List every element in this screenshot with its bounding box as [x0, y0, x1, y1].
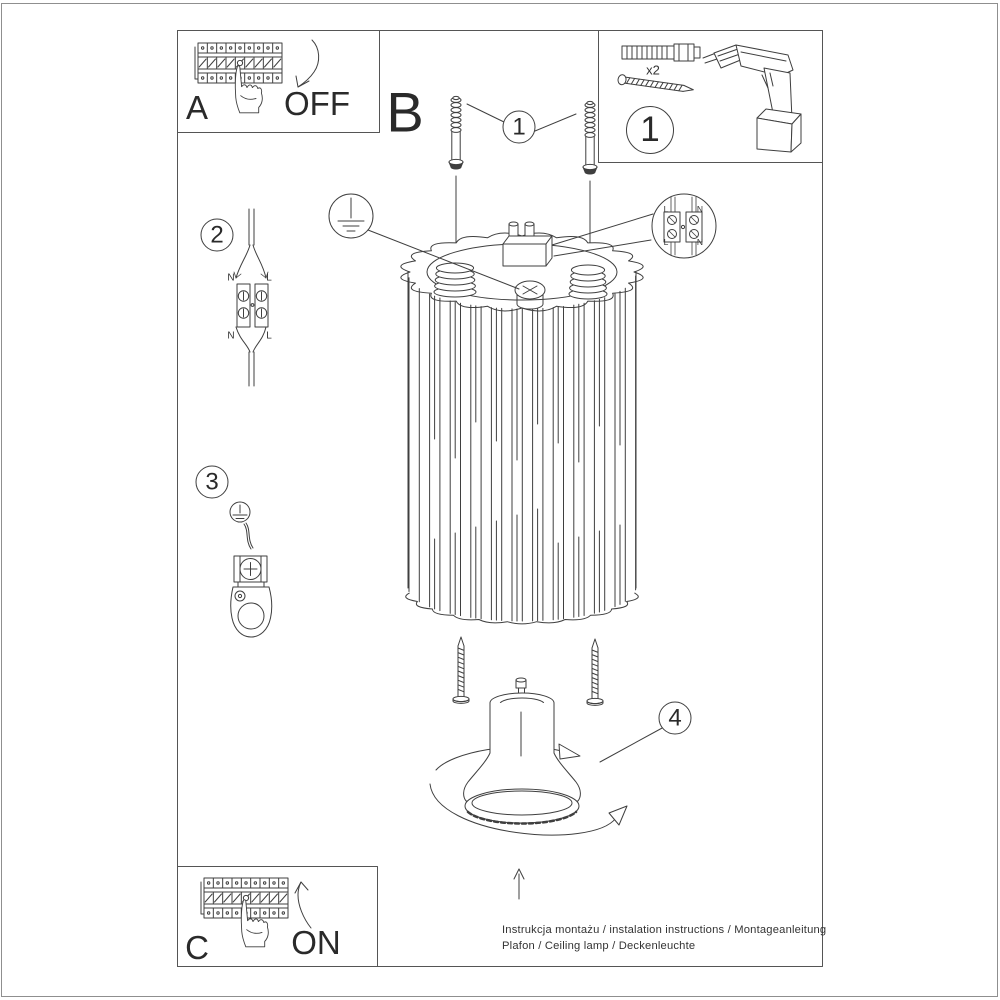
- kit-number-badge: 1: [626, 106, 674, 154]
- callout-bulb: 4: [659, 702, 692, 735]
- anchor-qty-label: x2: [646, 62, 660, 78]
- terminal-label-l-bottom: L: [663, 237, 669, 247]
- screw-icon: [587, 639, 603, 705]
- connector-label-l-top: L: [266, 272, 272, 284]
- terminal-block-icon: [503, 222, 552, 266]
- frames: [178, 31, 823, 967]
- off-label: OFF: [284, 85, 350, 122]
- ground-terminal-diagram: [230, 502, 272, 637]
- mounting-screw-icon: [583, 101, 597, 174]
- screw-icon: [453, 637, 469, 703]
- on-label: ON: [291, 924, 341, 961]
- mounting-screw-icon: [449, 96, 463, 169]
- footer-product: Plafon / Ceiling lamp / Deckenleuchte: [502, 940, 696, 952]
- callout-ground: 3: [196, 466, 229, 499]
- connector-label-l-bottom: L: [266, 330, 272, 342]
- threaded-insert-icon: [434, 263, 476, 297]
- connector-label-n-top: N: [227, 272, 235, 284]
- callout-screws: 1: [503, 111, 536, 144]
- footer-title: Instrukcja montażu / instalation instructions / Montageanleitung: [502, 924, 827, 936]
- callout-connector: 2: [201, 219, 234, 252]
- terminal-label-n-bottom: N: [696, 237, 704, 247]
- connector-label-n-bottom: N: [227, 330, 235, 342]
- gu10-bulb-icon: [430, 678, 664, 899]
- wire-connector-diagram: [234, 209, 268, 386]
- lamp-shade-flutes: [408, 272, 636, 621]
- terminal-label-l-top: L: [663, 204, 669, 214]
- terminal-label-n-top: N: [696, 204, 704, 214]
- step-a-label: A: [185, 89, 209, 126]
- step-c-label: C: [185, 929, 209, 966]
- threaded-insert-icon: [569, 265, 607, 299]
- step-b-label: B: [386, 80, 424, 144]
